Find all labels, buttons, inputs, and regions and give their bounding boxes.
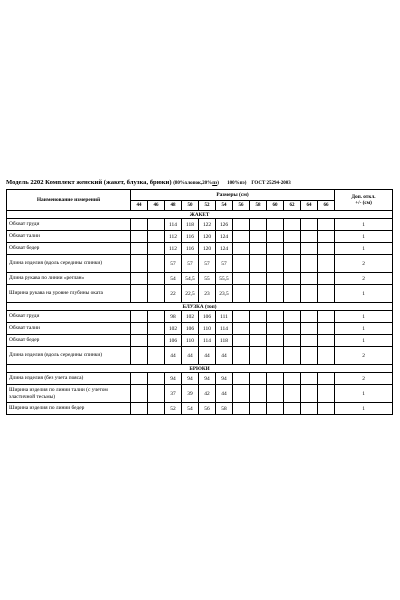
- size-header-cell: 58: [250, 201, 267, 211]
- size-chart-document: [6, 178, 392, 415]
- measurement-value: [233, 311, 250, 323]
- measurement-value: [131, 311, 148, 323]
- measurement-value: [318, 285, 335, 303]
- measurement-value: 110: [199, 323, 216, 335]
- measurement-value: 102: [182, 311, 199, 323]
- measurement-value: 23: [199, 285, 216, 303]
- table-row: [7, 403, 393, 415]
- measurement-value: 57: [216, 255, 233, 273]
- tolerance-value: 2: [335, 373, 393, 385]
- measurement-value: [233, 335, 250, 347]
- measurement-name: Длина изделия (без учета пояса): [7, 373, 131, 385]
- measurement-value: [318, 255, 335, 273]
- measurement-value: 98: [165, 311, 182, 323]
- measurement-value: [267, 243, 284, 255]
- measurement-value: [284, 385, 301, 403]
- measurement-value: [301, 231, 318, 243]
- table-row: [7, 311, 393, 323]
- measurement-value: 52: [165, 403, 182, 415]
- measurement-value: [148, 335, 165, 347]
- measurement-value: 106: [199, 311, 216, 323]
- measurement-value: 54: [182, 403, 199, 415]
- table-row: [7, 323, 393, 335]
- measurement-value: [250, 311, 267, 323]
- measurement-value: [250, 243, 267, 255]
- measurement-name: Обхват груди: [7, 219, 131, 231]
- tolerance-value: 1: [335, 323, 393, 335]
- tolerance-value: 1: [335, 285, 393, 303]
- measurement-value: 116: [182, 231, 199, 243]
- size-header-cell: 60: [267, 201, 284, 211]
- measurement-value: 102: [165, 323, 182, 335]
- measurement-value: [148, 273, 165, 285]
- measurement-name: Длина изделия (вдоль середины спинки): [7, 255, 131, 273]
- measurement-value: [131, 273, 148, 285]
- measurement-value: [148, 219, 165, 231]
- size-header-cell: 62: [284, 201, 301, 211]
- measurement-value: [148, 255, 165, 273]
- size-header-cell: 66: [318, 201, 335, 211]
- tolerance-value: 1: [335, 219, 393, 231]
- measurement-value: 22: [165, 285, 182, 303]
- measurement-value: [250, 335, 267, 347]
- measurement-value: [233, 385, 250, 403]
- title-main: Модель 2202 Комплект женский (жакет, блузка, брюки): [6, 179, 172, 186]
- measurement-value: [301, 347, 318, 365]
- measurement-value: [318, 273, 335, 285]
- measurement-value: 57: [199, 255, 216, 273]
- measurement-value: 55,5: [216, 273, 233, 285]
- measurement-value: [284, 273, 301, 285]
- table-row: [7, 335, 393, 347]
- section-title: БЛУЗКА (топ): [7, 303, 393, 311]
- measurement-value: [250, 403, 267, 415]
- measurement-value: [233, 285, 250, 303]
- tolerance-value: 1: [335, 385, 393, 403]
- header-sizes: Размеры (см): [131, 190, 335, 201]
- measurement-value: 111: [216, 311, 233, 323]
- measurement-value: 94: [216, 373, 233, 385]
- measurement-value: [284, 243, 301, 255]
- measurement-value: [148, 311, 165, 323]
- measurement-value: 114: [216, 323, 233, 335]
- tolerance-value: 1: [335, 403, 393, 415]
- measurement-value: 44: [165, 347, 182, 365]
- document-title: [6, 178, 392, 188]
- measurement-value: [131, 403, 148, 415]
- measurement-value: [131, 219, 148, 231]
- measurement-value: [318, 347, 335, 365]
- size-header-cell: 54: [216, 201, 233, 211]
- measurement-value: 54: [165, 273, 182, 285]
- measurement-value: 94: [165, 373, 182, 385]
- measurement-value: [267, 311, 284, 323]
- measurement-value: 122: [199, 219, 216, 231]
- measurement-value: [284, 323, 301, 335]
- measurement-value: [148, 231, 165, 243]
- measurement-value: [233, 231, 250, 243]
- measurement-value: [131, 373, 148, 385]
- measurement-value: [301, 385, 318, 403]
- measurement-value: [301, 255, 318, 273]
- measurement-value: [267, 285, 284, 303]
- measurement-value: 106: [165, 335, 182, 347]
- measurement-value: [318, 385, 335, 403]
- measurement-value: [301, 285, 318, 303]
- measurement-value: [250, 347, 267, 365]
- tolerance-value: 2: [335, 273, 393, 285]
- measurement-value: 110: [182, 335, 199, 347]
- measurement-name: Обхват талии: [7, 231, 131, 243]
- measurement-value: 57: [165, 255, 182, 273]
- measurement-value: 55: [199, 273, 216, 285]
- tolerance-value: 1: [335, 231, 393, 243]
- measurement-value: [233, 255, 250, 273]
- measurement-value: [233, 219, 250, 231]
- measurement-value: 39: [182, 385, 199, 403]
- measurement-name: Обхват бедер: [7, 243, 131, 255]
- measurement-value: [267, 219, 284, 231]
- table-row: [7, 243, 393, 255]
- measurement-value: [233, 347, 250, 365]
- measurement-value: 112: [165, 243, 182, 255]
- table-row: [7, 273, 393, 285]
- measurement-value: [284, 403, 301, 415]
- measurement-value: [284, 335, 301, 347]
- measurement-value: [148, 285, 165, 303]
- measurement-value: 118: [216, 335, 233, 347]
- measurement-value: [284, 231, 301, 243]
- measurement-value: [284, 347, 301, 365]
- tolerance-value: 1: [335, 311, 393, 323]
- table-row: [7, 255, 393, 273]
- measurement-value: [233, 373, 250, 385]
- measurement-value: [284, 285, 301, 303]
- measurement-value: 54,5: [182, 273, 199, 285]
- measurement-value: 58: [216, 403, 233, 415]
- size-header-cell: 48: [165, 201, 182, 211]
- measurement-value: 94: [182, 373, 199, 385]
- section-title: ЖАКЕТ: [7, 211, 393, 219]
- measurement-value: [301, 243, 318, 255]
- measurement-value: 44: [199, 347, 216, 365]
- measurement-value: [250, 219, 267, 231]
- measurement-value: [301, 219, 318, 231]
- measurement-value: [131, 385, 148, 403]
- header-measurement-name: Наименование измерений: [7, 190, 131, 211]
- measurement-name: Ширина изделия по линии талии (с учетом эластичной тесьмы): [7, 385, 131, 403]
- measurements-table: [6, 189, 393, 415]
- measurement-value: [318, 323, 335, 335]
- size-header-cell: 52: [199, 201, 216, 211]
- measurement-value: [148, 373, 165, 385]
- measurement-name: Длина изделия (вдоль середины спинки): [7, 347, 131, 365]
- measurement-value: [131, 231, 148, 243]
- measurement-value: [267, 323, 284, 335]
- table-row: [7, 373, 393, 385]
- measurement-value: [233, 323, 250, 335]
- title-lining: 100%пэ): [227, 181, 247, 186]
- measurement-value: 42: [199, 385, 216, 403]
- measurement-value: [318, 373, 335, 385]
- measurement-value: 126: [216, 219, 233, 231]
- measurement-value: [318, 311, 335, 323]
- measurement-value: [131, 335, 148, 347]
- measurement-value: [267, 231, 284, 243]
- measurement-value: 57: [182, 255, 199, 273]
- measurement-value: 112: [165, 231, 182, 243]
- measurement-value: [148, 347, 165, 365]
- measurement-value: [284, 373, 301, 385]
- measurement-value: [318, 403, 335, 415]
- measurement-value: [267, 373, 284, 385]
- measurement-value: [250, 373, 267, 385]
- measurement-name: Длина рукава по линии «реглан»: [7, 273, 131, 285]
- tolerance-value: 1: [335, 335, 393, 347]
- measurement-value: 124: [216, 231, 233, 243]
- size-header-cell: 56: [233, 201, 250, 211]
- measurement-name: Ширина рукава на уровне глубины оката: [7, 285, 131, 303]
- measurement-value: [250, 255, 267, 273]
- measurement-value: [250, 231, 267, 243]
- measurement-value: 56: [199, 403, 216, 415]
- section-header-row: [7, 303, 393, 311]
- measurement-value: 120: [199, 231, 216, 243]
- measurement-value: [301, 311, 318, 323]
- table-row: [7, 385, 393, 403]
- measurement-value: [131, 323, 148, 335]
- measurement-value: 114: [199, 335, 216, 347]
- title-fabric: (80%хлопок,20%пэ): [173, 181, 219, 186]
- measurement-name: Обхват груди: [7, 311, 131, 323]
- measurement-name: Обхват талии: [7, 323, 131, 335]
- measurement-value: 44: [216, 347, 233, 365]
- measurement-value: [233, 273, 250, 285]
- measurement-value: [131, 243, 148, 255]
- size-header-cell: 46: [148, 201, 165, 211]
- measurement-value: [250, 285, 267, 303]
- measurement-value: 106: [182, 323, 199, 335]
- size-header-cell: 64: [301, 201, 318, 211]
- table-row: [7, 347, 393, 365]
- measurement-value: [301, 373, 318, 385]
- measurement-value: 124: [216, 243, 233, 255]
- table-row: [7, 219, 393, 231]
- measurement-value: 118: [182, 219, 199, 231]
- measurement-value: [267, 273, 284, 285]
- measurement-value: [318, 219, 335, 231]
- size-header-cell: 44: [131, 201, 148, 211]
- measurement-value: [250, 385, 267, 403]
- measurement-value: [148, 243, 165, 255]
- measurement-value: [250, 323, 267, 335]
- measurement-value: 114: [165, 219, 182, 231]
- section-header-row: [7, 211, 393, 219]
- tolerance-value: 2: [335, 347, 393, 365]
- title-gost: ГОСТ 25294-2003: [251, 181, 291, 186]
- size-header-cell: 50: [182, 201, 199, 211]
- measurement-value: [267, 403, 284, 415]
- measurement-value: [148, 403, 165, 415]
- measurement-value: 120: [199, 243, 216, 255]
- measurement-value: [301, 323, 318, 335]
- measurement-value: 22,5: [182, 285, 199, 303]
- measurement-value: [267, 385, 284, 403]
- section-title: БРЮКИ: [7, 365, 393, 373]
- measurement-value: [233, 403, 250, 415]
- table-row: [7, 285, 393, 303]
- measurement-name: Ширина изделия по линии бедер: [7, 403, 131, 415]
- measurement-value: [284, 311, 301, 323]
- measurement-value: [267, 335, 284, 347]
- measurement-value: [318, 243, 335, 255]
- measurement-value: [318, 231, 335, 243]
- measurement-value: 44: [182, 347, 199, 365]
- measurement-value: [131, 347, 148, 365]
- measurement-value: [318, 335, 335, 347]
- measurement-name: Обхват бедер: [7, 335, 131, 347]
- measurement-value: [301, 273, 318, 285]
- tolerance-value: 1: [335, 243, 393, 255]
- section-header-row: [7, 365, 393, 373]
- measurement-value: 37: [165, 385, 182, 403]
- table-row: [7, 231, 393, 243]
- measurement-value: [301, 335, 318, 347]
- measurement-value: [250, 273, 267, 285]
- measurement-value: [267, 255, 284, 273]
- measurement-value: [284, 255, 301, 273]
- measurement-value: [301, 403, 318, 415]
- measurement-value: 44: [216, 385, 233, 403]
- measurement-value: [233, 243, 250, 255]
- measurement-value: [148, 323, 165, 335]
- measurement-value: [131, 285, 148, 303]
- tolerance-value: 2: [335, 255, 393, 273]
- measurement-value: [131, 255, 148, 273]
- header-tolerance: Доп. откл. +/- (см): [335, 190, 393, 211]
- measurement-value: [267, 347, 284, 365]
- measurement-value: 23,5: [216, 285, 233, 303]
- measurement-value: 94: [199, 373, 216, 385]
- measurement-value: [148, 385, 165, 403]
- measurement-value: [284, 219, 301, 231]
- measurement-value: 116: [182, 243, 199, 255]
